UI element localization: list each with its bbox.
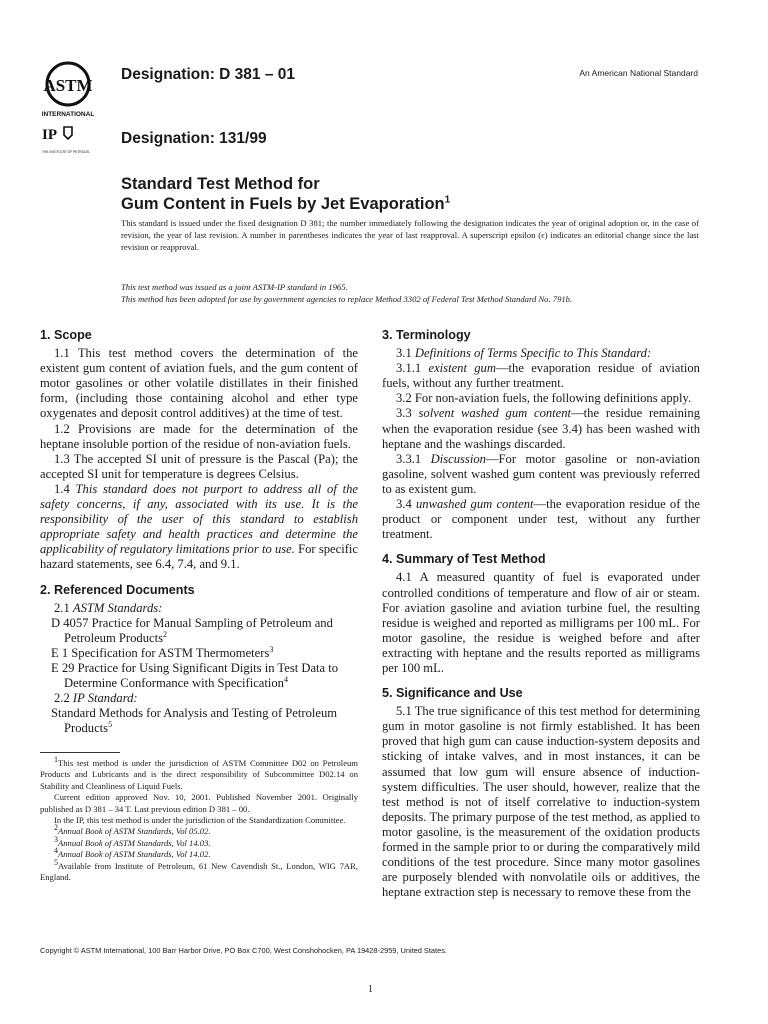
scope-para-1-4-italic: This standard does not purport to address all of the safety concerns, if any, associated with its use. It is the responsibility of the user of this standard to establish appropriate safety and health practices and determine the applicability of regulatory limitations prior to use. <box>40 481 358 557</box>
footnote-2-sup: 2 <box>54 823 58 833</box>
terminology-3-1-1-def: —the evaporation residue of aviation fuels, without any further treatment. <box>382 361 700 391</box>
term-existent-gum: existent gum <box>428 361 496 376</box>
terminology-para-3-1 <box>382 346 700 361</box>
terminology-para-3-3 <box>382 406 700 451</box>
logo-subtext: INTERNATIONAL <box>41 111 95 118</box>
footnotes <box>40 755 358 883</box>
refdocs-heading: 2. Referenced Documents <box>40 582 195 597</box>
section-significance <box>382 686 700 900</box>
ip-standard-text: IP Standard: <box>72 691 138 706</box>
footnote-1c: In the IP, this test method is under the jurisdiction of the Standardization Committee. <box>54 815 346 826</box>
ip-logo-text: IP <box>42 127 57 143</box>
scope-heading: 1. Scope <box>40 328 92 342</box>
scope-para-1-4-num: 1.4 <box>54 481 70 496</box>
terminology-para-3-1-1 <box>382 361 700 391</box>
astm-standards-num: 2.1 <box>54 600 70 615</box>
designation-astm: Designation: D 381 – 01 <box>121 66 296 83</box>
document-title <box>121 174 450 214</box>
section-summary <box>382 552 700 676</box>
standard-note: This standard is issued under the fixed designation D 381; the number immediately following the designation indicates the year of original adoption or, in the case of revision, the year of last revision. A number in parentheses indicates the year of last reapproval. A superscript epsilon (ε) indicates an editorial change since the last revision or reapproval. <box>121 218 699 252</box>
title-line-2-text: Gum Content in Fuels by Jet Evaporation <box>121 195 445 213</box>
footnote-1-text: This test method is under the jurisdiction of ASTM Committee D02 on Petroleum Products and Lubricants and is the direct responsibility of Subcommittee D02.14 on Stability and Cleanliness of Liquid Fuels. <box>40 758 358 791</box>
astm-standards-label <box>40 601 358 616</box>
page-number: 1 <box>368 984 373 995</box>
summary-para-4-1: 4.1 A measured quantity of fuel is evaporated under controlled conditions of temperature and flow of air or steam. For aviation gasoline and aviation turbine fuel, the resulting residue is weighed and reported as milligrams per 100 mL. For motor gasoline, the residue is weighed before and after extracting with heptane and the results reported as milligrams per 100 mL. <box>382 570 700 675</box>
significance-para-5-1: 5.1 The true significance of this test method for determining gum in motor gasoline is not firmly established. It has been proved that high gum can cause induction-system deposits and sticking of intake valves, and in most instances, it can be assumed that low gum will ensure absence of induction-system difficulties. The user should, however, realize that the test method is not of itself correlative to induction-system deposits. The primary purpose of the test method, as applied to motor gasoline, is the measurement of the oxidation products formed in the sample prior to or during the comparatively mild conditions of the test procedure. Since many motor gasolines are purposely blended with nonvolatile oils or additives, the heptane extraction step is necessary to remove these from the <box>382 704 700 900</box>
footnote-4-text: Annual Book of ASTM Standards, Vol 14.02. <box>58 849 211 860</box>
footnote-divider <box>40 752 120 753</box>
scope-para-1-2: 1.2 Provisions are made for the determination of the heptane insoluble portion of the residue of non-aviation fuels. <box>40 421 358 451</box>
footnote-2 <box>40 823 358 837</box>
joint-note-line-1: This test method was issued as a joint ASTM-IP standard in 1965. <box>121 282 348 292</box>
terminology-3-1-num: 3.1 <box>396 346 412 361</box>
title-line-2 <box>121 194 450 214</box>
ip-logo <box>42 124 90 158</box>
ref-e1-text: E 1 Specification for ASTM Thermometers <box>51 645 270 660</box>
terminology-3-3-1-def: —For motor gasoline or non-aviation gasoline, solvent washed gum content was previously referred to as existent gum. <box>382 451 700 496</box>
footnote-1b: Current edition approved Nov. 10, 2001. Published November 2001. Originally published as D 381 – 34 T. Last previous edition D 381 – 00. <box>40 792 358 814</box>
terminology-3-4-num: 3.4 <box>396 497 412 512</box>
section-referenced-documents <box>40 583 358 737</box>
title-footnote-ref: 1 <box>444 194 451 206</box>
ref-e29-text: E 29 Practice for Using Significant Digits in Test Data to Determine Conformance with Specification <box>51 660 339 691</box>
terminology-para-3-3-1 <box>382 452 700 497</box>
title-line-1: Standard Test Method for <box>121 175 320 193</box>
footnote-5-text: Available from Institute of Petroleum, 61 New Cavendish St., London, WIG 7AR, England. <box>40 860 358 883</box>
astm-standards-text: ASTM Standards: <box>72 600 163 615</box>
footnote-3-sup: 3 <box>54 834 58 844</box>
summary-heading: 4. Summary of Test Method <box>382 552 546 567</box>
ref-ip-standard <box>40 706 358 736</box>
footnote-4-sup: 4 <box>54 846 58 856</box>
terminology-heading: 3. Terminology <box>382 328 471 342</box>
terminology-3-3-1-num: 3.3.1 <box>396 451 422 466</box>
footnote-4 <box>40 846 358 860</box>
ref-e1-sup: 3 <box>269 644 274 654</box>
scope-para-1-4-rest: For specific hazard statements, see 6.4, 7.4, and 9.1. <box>40 542 358 572</box>
ref-e29-sup: 4 <box>283 674 288 684</box>
terminology-3-1-text: Definitions of Terms Specific to This Standard: <box>414 346 652 361</box>
term-solvent-washed-gum: solvent washed gum content <box>418 406 572 421</box>
terminology-3-3-num: 3.3 <box>396 406 412 421</box>
footnote-3 <box>40 834 358 849</box>
terminology-3-4-def: —the evaporation residue of the product or component under test, without any further treatment. <box>382 497 701 542</box>
ref-e29 <box>40 661 358 691</box>
ip-standard-label <box>40 691 358 706</box>
significance-heading: 5. Significance and Use <box>382 686 523 701</box>
scope-para-1-3: 1.3 The accepted SI unit of pressure is the Pascal (Pa); the accepted SI unit for temperature is degrees Celsius. <box>40 451 358 481</box>
ref-d4057 <box>40 616 358 646</box>
ip-logo-subtext: THE INSTITUTE OF PETROLEUM <box>42 150 90 154</box>
section-scope <box>40 328 358 573</box>
ref-ip-standard-text: Standard Methods for Analysis and Testing of Petroleum Products <box>51 706 338 736</box>
term-unwashed-gum: unwashed gum content <box>415 497 534 512</box>
footnote-1 <box>40 755 358 792</box>
logo-text: ASTM <box>43 76 93 95</box>
footnote-3-text: Annual Book of ASTM Standards, Vol 14.03. <box>58 837 211 848</box>
scope-para-1-4 <box>40 482 358 573</box>
footnote-5-sup: 5 <box>54 857 58 867</box>
ref-d4057-text: D 4057 Practice for Manual Sampling of Petroleum and Petroleum Products <box>51 615 333 645</box>
terminology-3-1-1-num: 3.1.1 <box>396 361 422 376</box>
terminology-para-3-2: 3.2 For non-aviation fuels, the following definitions apply. <box>396 391 692 406</box>
designation-ip: Designation: 131/99 <box>121 130 267 147</box>
ip-standard-num: 2.2 <box>54 691 70 706</box>
terminology-para-3-4 <box>382 497 700 542</box>
right-column <box>382 328 700 910</box>
footnote-5 <box>40 857 358 884</box>
footnote-2-text: Annual Book of ASTM Standards, Vol 05.02. <box>58 826 211 837</box>
ref-e1 <box>40 646 358 661</box>
astm-logo <box>33 60 103 120</box>
copyright: Copyright © ASTM International, 100 Barr Harbor Drive, PO Box C700, West Conshohocken, PA 19428-2959, United States. <box>40 946 447 955</box>
scope-para-1-1: 1.1 This test method covers the determination of the existent gum content of aviation fuels, and the gum content of motor gasolines or other volatile distillates in their finished form, (including those containing alcohol and ether type oxygenates and deposit control additives) at the time of test. <box>40 346 358 421</box>
ans-label: An American National Standard <box>579 68 698 78</box>
section-terminology <box>382 328 700 542</box>
footnote-1-sup: 1 <box>54 755 58 765</box>
ref-ip-standard-sup: 5 <box>108 720 113 730</box>
ref-d4057-sup: 2 <box>163 629 167 639</box>
terminology-3-3-def: —the residue remaining when the evaporation residue (see 3.4) has been washed with heptane and the washings discarded. <box>382 406 701 451</box>
left-column <box>40 328 358 746</box>
term-discussion: Discussion <box>430 451 486 466</box>
joint-note-line-2: This method has been adopted for use by government agencies to replace Method 3302 of Federal Test Method Standard No. 791b. <box>121 294 573 304</box>
joint-note <box>121 281 699 305</box>
